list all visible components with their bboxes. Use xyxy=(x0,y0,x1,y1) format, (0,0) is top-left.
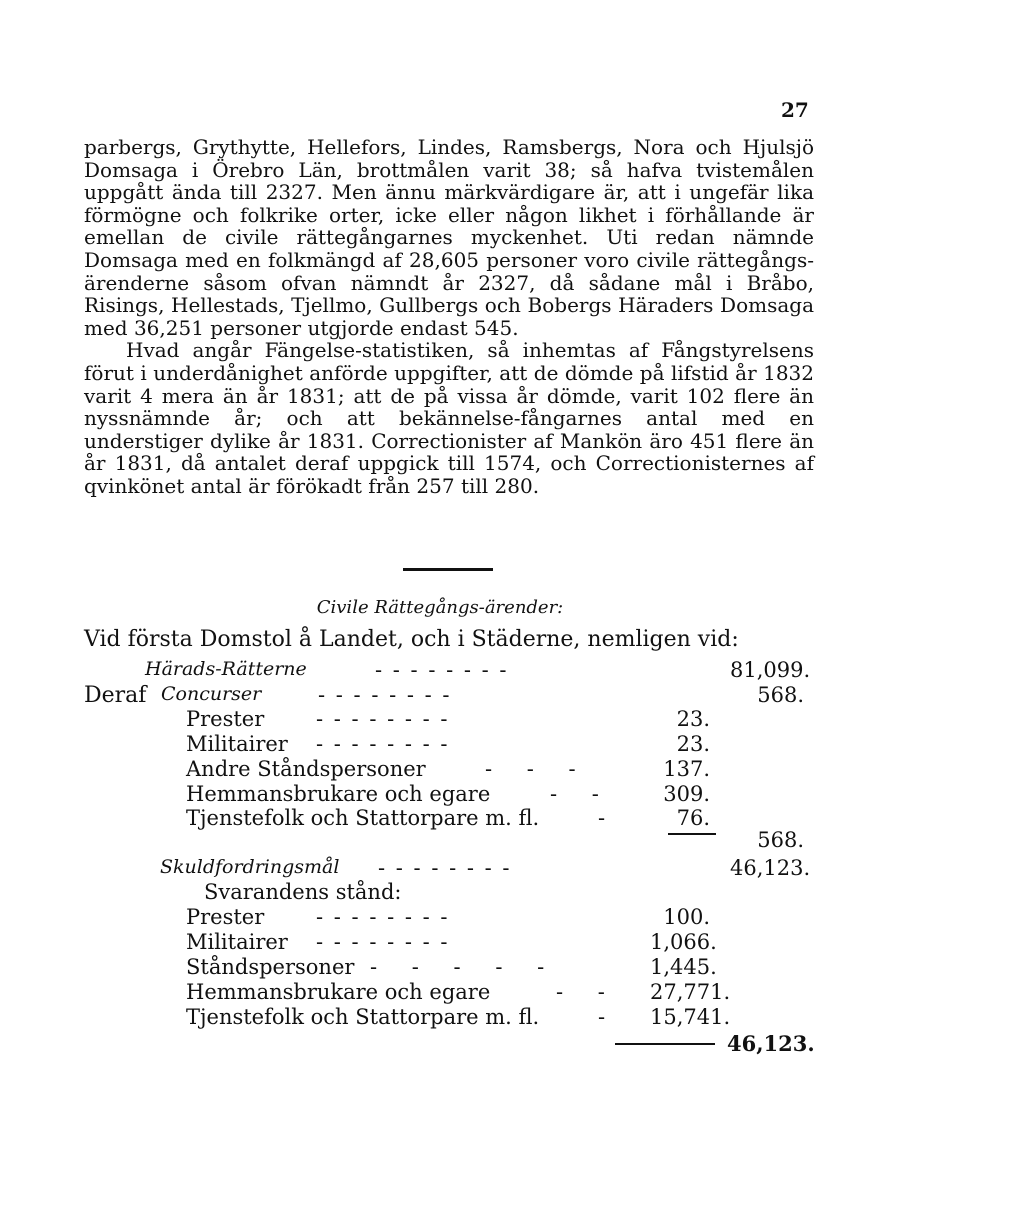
table-row xyxy=(0,782,1024,806)
row-label: Härads-Rätterne xyxy=(145,658,307,680)
row-label-concurser: Concurser xyxy=(161,683,262,705)
row-total: 568. xyxy=(757,828,804,852)
table-row xyxy=(0,757,1024,781)
row-label: Prester xyxy=(186,905,265,929)
table-row xyxy=(0,707,1024,731)
row-value: 76. xyxy=(676,806,710,830)
row-label: Tjenstefolk och Stattorpare m. fl. xyxy=(186,806,540,830)
dash-leader: - - - - - - - - xyxy=(316,707,450,731)
table-row xyxy=(0,930,1024,954)
table-row xyxy=(0,828,1024,852)
page-number: 27 xyxy=(781,98,809,122)
row-grand-total: 46,123. xyxy=(727,1031,815,1056)
row-label: Tjenstefolk och Stattorpare m. fl. xyxy=(186,1005,540,1029)
section-title: Civile Rättegångs-ärender: xyxy=(316,597,564,618)
dash-leader: - - - - - - - - xyxy=(375,658,509,682)
row-value: 137. xyxy=(663,757,710,781)
dash-leader: - - - - - - - - xyxy=(316,732,450,756)
table-row xyxy=(0,980,1024,1004)
row-total: 568. xyxy=(757,683,804,707)
row-label-deraf: Deraf xyxy=(84,683,147,708)
dash-leader: - - xyxy=(556,980,619,1004)
dash-leader: - - xyxy=(550,782,613,806)
table-row xyxy=(0,880,1024,904)
dash-leader: - - - - - xyxy=(370,955,559,979)
row-total: 81,099. xyxy=(730,658,811,682)
dash-leader: - - - - - - - - xyxy=(316,905,450,929)
dash-leader: - xyxy=(598,806,608,830)
row-label: Hemmansbrukare och egare xyxy=(186,980,491,1004)
row-value: 15,741. xyxy=(650,1005,731,1029)
paragraph-2: Hvad angår Fängelse-statistiken, så inhemtas af Fångstyrelsens förut i underdånighet anförde uppgifter, att de dömde på lifstid år 1832 varit 4 mera än år 1831; att de på vissa år dömde, varit 102 flere än nyssnämnde år; och att bekännelse-fångarnes antal med en understiger dylike år 1831. Correctionister af Mankön äro 451 flere än år 1831, då antalet deraf uppgick till 1574, och Correctionisternes af qvinkönet antal är förökadt från 257 till 280. xyxy=(84,338,814,498)
dash-leader: - - - xyxy=(485,757,590,781)
row-label: Militairer xyxy=(186,930,288,954)
row-value: 1,445. xyxy=(650,955,717,979)
row-value: 100. xyxy=(663,905,710,929)
table-row xyxy=(0,732,1024,756)
paragraph-1: parbergs, Grythytte, Hellefors, Lindes, Ramsbergs, Nora och Hjulsjö Domsaga i Örebro Län, brottmålen varit 38; så hafva tvistemålen uppgått ända till 2327. Men ännu märkvärdigare är, att i ungefär lika förmögne och folkrike orter, icke eller någon likhet i förhållande är emellan de civile rättegångarnes myckenhet. Uti redan nämnde Domsaga med en folkmängd af 28,605 personer voro civile rättegångs-ärenderne såsom ofvan nämndt år 2327, då sådane mål i Bråbo, Risings, Hellestads, Tjellmo, Gullbergs och Bobergs Häraders Domsaga med 36,251 personer utgjorde endast 545. xyxy=(84,135,814,340)
table-row xyxy=(0,1031,1024,1055)
table-row xyxy=(0,856,1024,880)
table-row xyxy=(0,658,1024,682)
table-row xyxy=(0,955,1024,979)
row-label: Prester xyxy=(186,707,265,731)
row-value: 23. xyxy=(676,707,710,731)
table-row xyxy=(0,683,1024,707)
row-label: Ståndspersoner xyxy=(186,955,355,979)
row-total: 46,123. xyxy=(730,856,811,880)
row-value: 1,066. xyxy=(650,930,717,954)
dash-leader: - xyxy=(598,1005,608,1029)
row-label: Skuldfordringsmål xyxy=(160,856,340,878)
table-row xyxy=(0,905,1024,929)
row-label: Militairer xyxy=(186,732,288,756)
table-row xyxy=(0,1005,1024,1029)
row-label: Svarandens stånd: xyxy=(204,880,402,904)
row-value: 23. xyxy=(676,732,710,756)
dash-leader: - - - - - - - - xyxy=(316,930,450,954)
row-label: Andre Ståndspersoner xyxy=(186,757,426,781)
dash-leader: - - - - - - - - xyxy=(378,856,512,880)
dash-leader: - - - - - - - - xyxy=(318,683,452,707)
table-row xyxy=(0,806,1024,830)
row-value: 27,771. xyxy=(650,980,731,1004)
table-intro: Vid första Domstol å Landet, och i Städerne, nemligen vid: xyxy=(84,627,739,652)
row-label: Hemmansbrukare och egare xyxy=(186,782,491,806)
row-value: 309. xyxy=(663,782,710,806)
section-divider xyxy=(403,568,493,571)
body-text xyxy=(84,136,814,498)
